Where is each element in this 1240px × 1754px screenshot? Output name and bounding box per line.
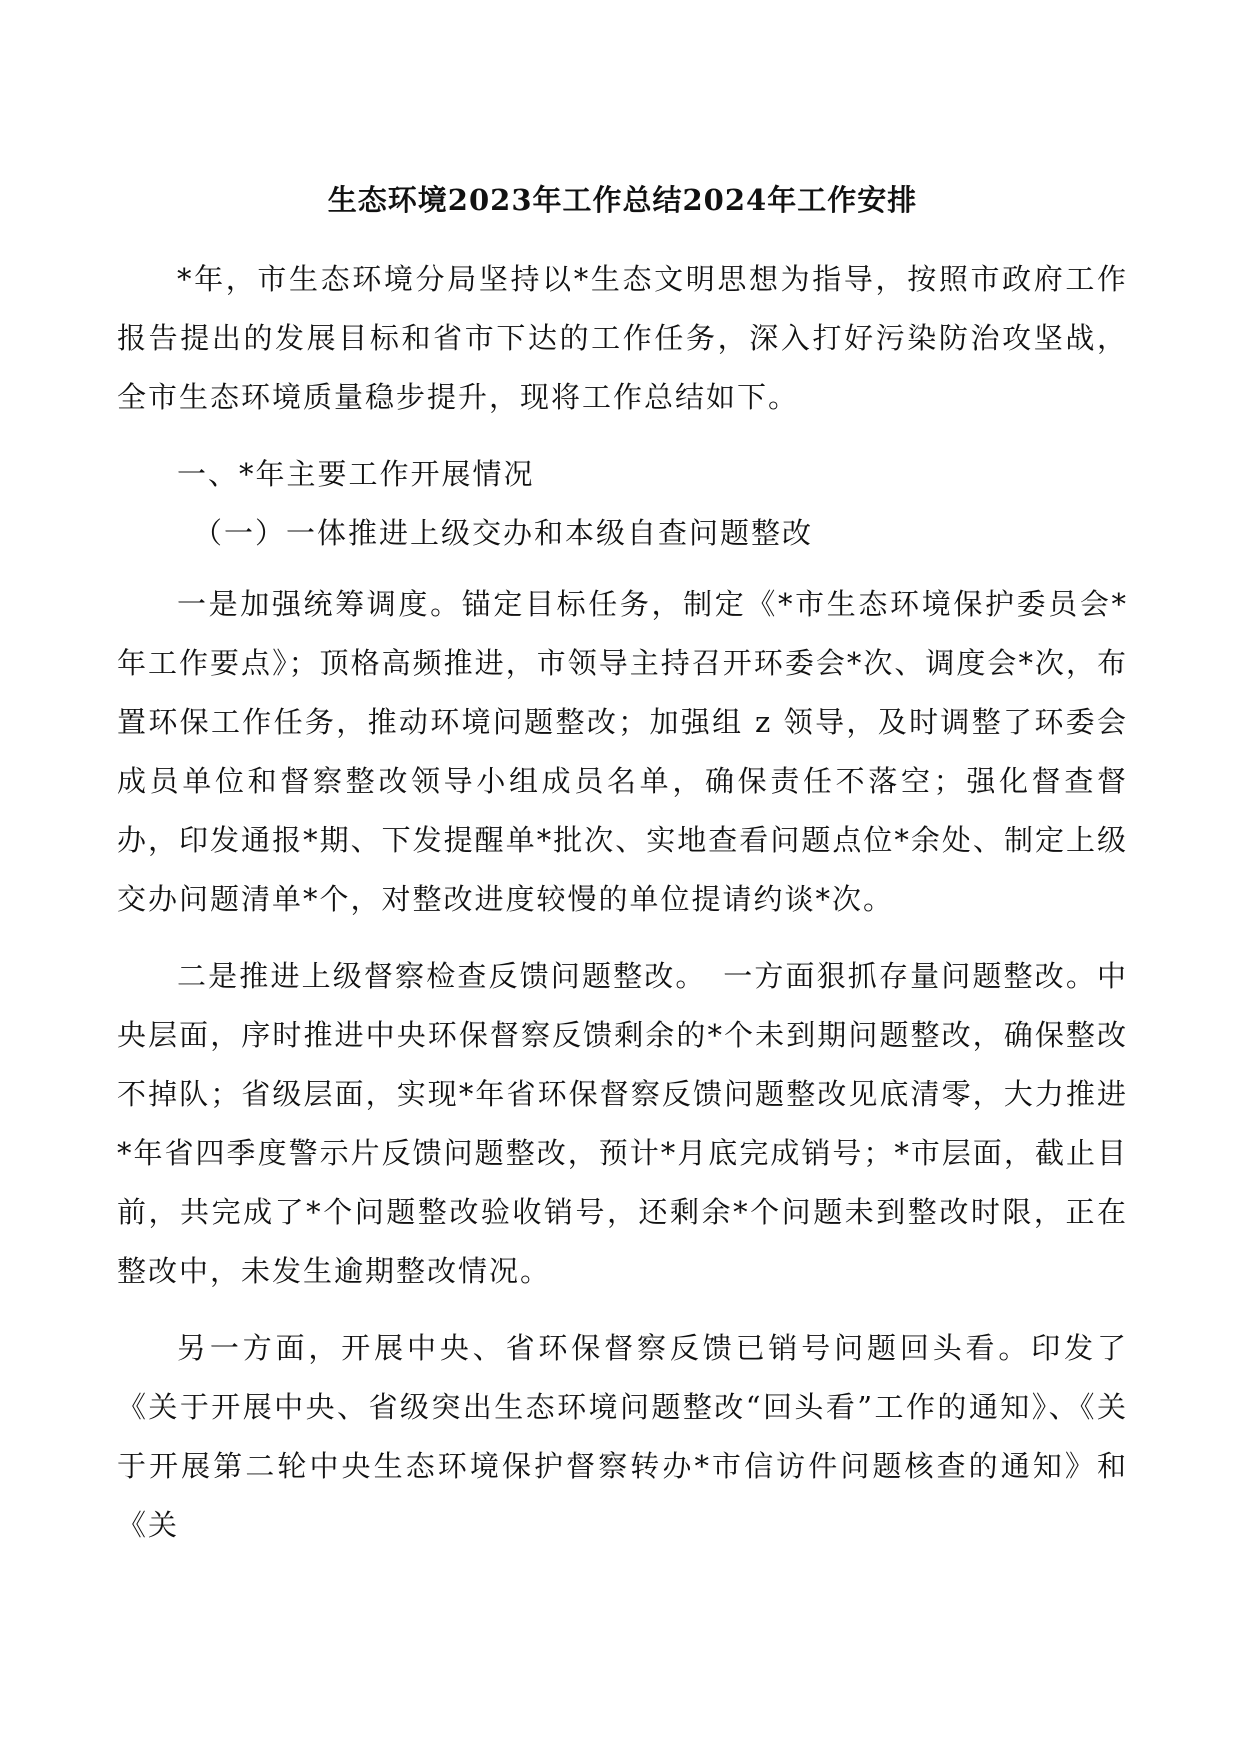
body-paragraph-1: 一是加强统筹调度。锚定目标任务，制定《*市生态环境保护委员会*年工作要点》；顶格高频推进，市领导主持召开环委会*次、调度会*次，布置环保工作任务，推动环境问题整改；加强组 z 领导，及时调整了环委会成员单位和督察整改领导小组成员名单，确保责任不落空；强化督查督办，印发通报*期、下发提醒单*批次、实地查看问题点位*余处、制定上级交办问题清单*个，对整改进度较慢的单位提请约谈*次。 [117,587,1128,916]
section-heading: 一、*年主要工作开展情况 [177,457,535,491]
subsection-heading: （一）一体推进上级交办和本级自查问题整改 [193,516,814,550]
intro-paragraph: *年，市生态环境分局坚持以*生态文明思想为指导，按照市政府工作报告提出的发展目标和省市下达的工作任务，深入打好污染防治攻坚战，全市生态环境质量稳步提升，现将工作总结如下。 [117,262,1128,414]
document-title: 生态环境2023年工作总结2024年工作安排 [327,183,918,217]
body-paragraph-2: 二是推进上级督察检查反馈问题整改。 一方面狠抓存量问题整改。中央层面，序时推进中央环保督察反馈剩余的*个未到期问题整改，确保整改不掉队；省级层面，实现*年省环保督察反馈问题整改见底清零，大力推进*年省四季度警示片反馈问题整改，预计*月底完成销号；*市层面，截止目前，共完成了*个问题整改验收销号，还剩余*个问题未到整改时限，正在整改中，未发生逾期整改情况。 [117,959,1128,1288]
body-paragraph-3: 另一方面，开展中央、省环保督察反馈已销号问题回头看。印发了《关于开展中央、省级突出生态环境问题整改“回头看”工作的通知》、《关于开展第二轮中央生态环境保护督察转办*市信访件问题核查的通知》和《关 [117,1331,1128,1542]
